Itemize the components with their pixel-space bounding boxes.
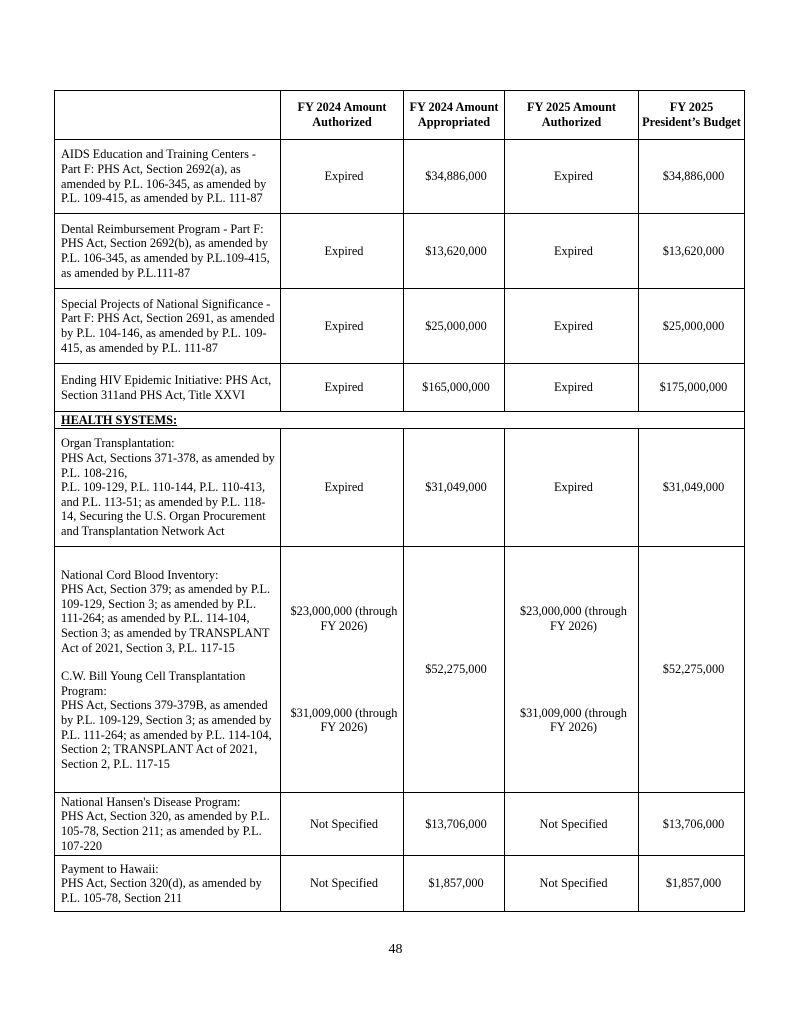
header-fy2024-appropriated: FY 2024 Amount Appropriated xyxy=(404,91,505,140)
fy2024-authorized-cell: Expired xyxy=(281,289,404,364)
fy2025-budget-cell: $25,000,000 xyxy=(639,289,745,364)
program-title: National Cord Blood Inventory: xyxy=(61,567,219,582)
amount-cell-transplant: $31,009,000 (through FY 2026) xyxy=(520,705,627,735)
program-cell xyxy=(55,793,281,856)
header-fy2025-authorized: FY 2025 Amount Authorized xyxy=(505,91,639,140)
amount-cord-blood: $23,000,000 (through FY 2026) xyxy=(290,604,398,633)
program-cell: Ending HIV Epidemic Initiative: PHS Act, Section 311and PHS Act, Title XXVI xyxy=(55,364,281,412)
fy2025-authorized-cell: Expired xyxy=(505,429,639,547)
fy2025-budget-cell: $52,275,000 xyxy=(639,547,745,793)
program-cell xyxy=(55,547,281,793)
fy2025-budget-cell: $13,706,000 xyxy=(639,793,745,856)
table-row xyxy=(55,429,745,547)
fy2024-appropriated-cell: $25,000,000 xyxy=(404,289,505,364)
fy2024-appropriated-cell: $1,857,000 xyxy=(404,856,505,912)
fy2025-authorized-cell: Expired xyxy=(505,289,639,364)
header-program xyxy=(55,91,281,140)
section-row xyxy=(55,412,745,429)
program-cell: Special Projects of National Significance - Part F: PHS Act, Section 2691, as amended by P.L. 104-146, as amended by P.L. 109-415, as amended by P.L. 111-87 xyxy=(55,289,281,364)
fy2025-authorized-cell xyxy=(505,547,639,793)
fy2025-authorized-cell: Expired xyxy=(505,214,639,289)
fy2024-appropriated-cell: $31,049,000 xyxy=(404,429,505,547)
fy2024-authorized-cell: Not Specified xyxy=(281,856,404,912)
header-row xyxy=(55,91,745,140)
fy2024-appropriated-cell: $165,000,000 xyxy=(404,364,505,412)
header-fy2024-authorized: FY 2024 Amount Authorized xyxy=(281,91,404,140)
section-heading: HEALTH SYSTEMS: xyxy=(55,412,745,429)
table-row xyxy=(55,140,745,214)
fy2025-budget-cell: $175,000,000 xyxy=(639,364,745,412)
fy2024-authorized-cell: Expired xyxy=(281,140,404,214)
table-row xyxy=(55,547,745,793)
fy2024-authorized-cell: Expired xyxy=(281,429,404,547)
fy2025-authorized-cell: Expired xyxy=(505,140,639,214)
fy2025-budget-cell: $13,620,000 xyxy=(639,214,745,289)
authorization-table xyxy=(54,90,745,912)
fy2024-appropriated-cell: $13,620,000 xyxy=(404,214,505,289)
program-authority: PHS Act, Section 320, as amended by P.L. 105-78, Section 211; as amended by P.L. 107-220 xyxy=(61,809,270,853)
fy2025-authorized-cell: Not Specified xyxy=(505,856,639,912)
table-row xyxy=(55,214,745,289)
fy2025-budget-cell: $34,886,000 xyxy=(639,140,745,214)
fy2025-budget-cell: $1,857,000 xyxy=(639,856,745,912)
table-row xyxy=(55,289,745,364)
fy2024-appropriated-cell: $34,886,000 xyxy=(404,140,505,214)
page-number: 48 xyxy=(388,942,403,957)
table-row xyxy=(55,364,745,412)
table-row xyxy=(55,856,745,912)
fy2024-appropriated-cell: $13,706,000 xyxy=(404,793,505,856)
program-cell: AIDS Education and Training Centers - Part F: PHS Act, Section 2692(a), as amended by P.L. 106-345, as amended by P.L. 109-415, as amended by P.L. 111-87 xyxy=(55,140,281,214)
program-authority: PHS Act, Sections 379-379B, as amended by P.L. 109-129, Section 3; as amended by P.L. 111-264; as amended by P.L. 114-104, Section 2; TRANSPLANT Act of 2021, Section 2, P.L. 117-15 xyxy=(61,698,272,771)
fy2024-authorized-cell: Expired xyxy=(281,214,404,289)
fy2025-authorized-cell: Expired xyxy=(505,364,639,412)
amount-cord-blood: $23,000,000 (through FY 2026) xyxy=(520,604,627,633)
fy2024-authorized-cell: Not Specified xyxy=(281,793,404,856)
program-cell: Dental Reimbursement Program - Part F: PHS Act, Section 2692(b), as amended by P.L. 106-345, as amended by P.L.109-415, as amended by P.L.111-87 xyxy=(55,214,281,289)
program-authority: PHS Act, Sections 371-378, as amended by P.L. 108-216, xyxy=(61,451,275,480)
fy2024-authorized-cell: Expired xyxy=(281,364,404,412)
program-authority: P.L. 109-129, P.L. 110-144, P.L. 110-413, and P.L. 113-51; as amended by P.L. 118-14, Securing the U.S. Organ Procurement and Transplantation Network Act xyxy=(61,480,266,538)
program-title: Payment to Hawaii: xyxy=(61,861,159,876)
program-cell xyxy=(55,856,281,912)
program-title: Organ Transplantation: xyxy=(61,436,175,451)
amount-cell-transplant: $31,009,000 (through FY 2026) xyxy=(290,705,398,735)
program-title: National Hansen's Disease Program: xyxy=(61,794,241,809)
fy2024-authorized-cell xyxy=(281,547,404,793)
header-fy2025-budget: FY 2025 President’s Budget xyxy=(639,91,745,140)
program-authority: PHS Act, Section 379; as amended by P.L. 109-129, Section 3; as amended by P.L. 111-264; as amended by P.L. 114-104, Section 3; as amended by TRANSPLANT Act of 2021, Section 3, P.L. 117-15 xyxy=(61,582,271,655)
program-cell xyxy=(55,429,281,547)
table-row xyxy=(55,793,745,856)
fy2024-appropriated-cell: $52,275,000 xyxy=(404,547,505,793)
fy2025-budget-cell: $31,049,000 xyxy=(639,429,745,547)
fy2025-authorized-cell: Not Specified xyxy=(505,793,639,856)
program-authority: PHS Act, Section 320(d), as amended by P.L. 105-78, Section 211 xyxy=(61,876,262,905)
program-title: C.W. Bill Young Cell Transplantation Program: xyxy=(61,669,246,698)
